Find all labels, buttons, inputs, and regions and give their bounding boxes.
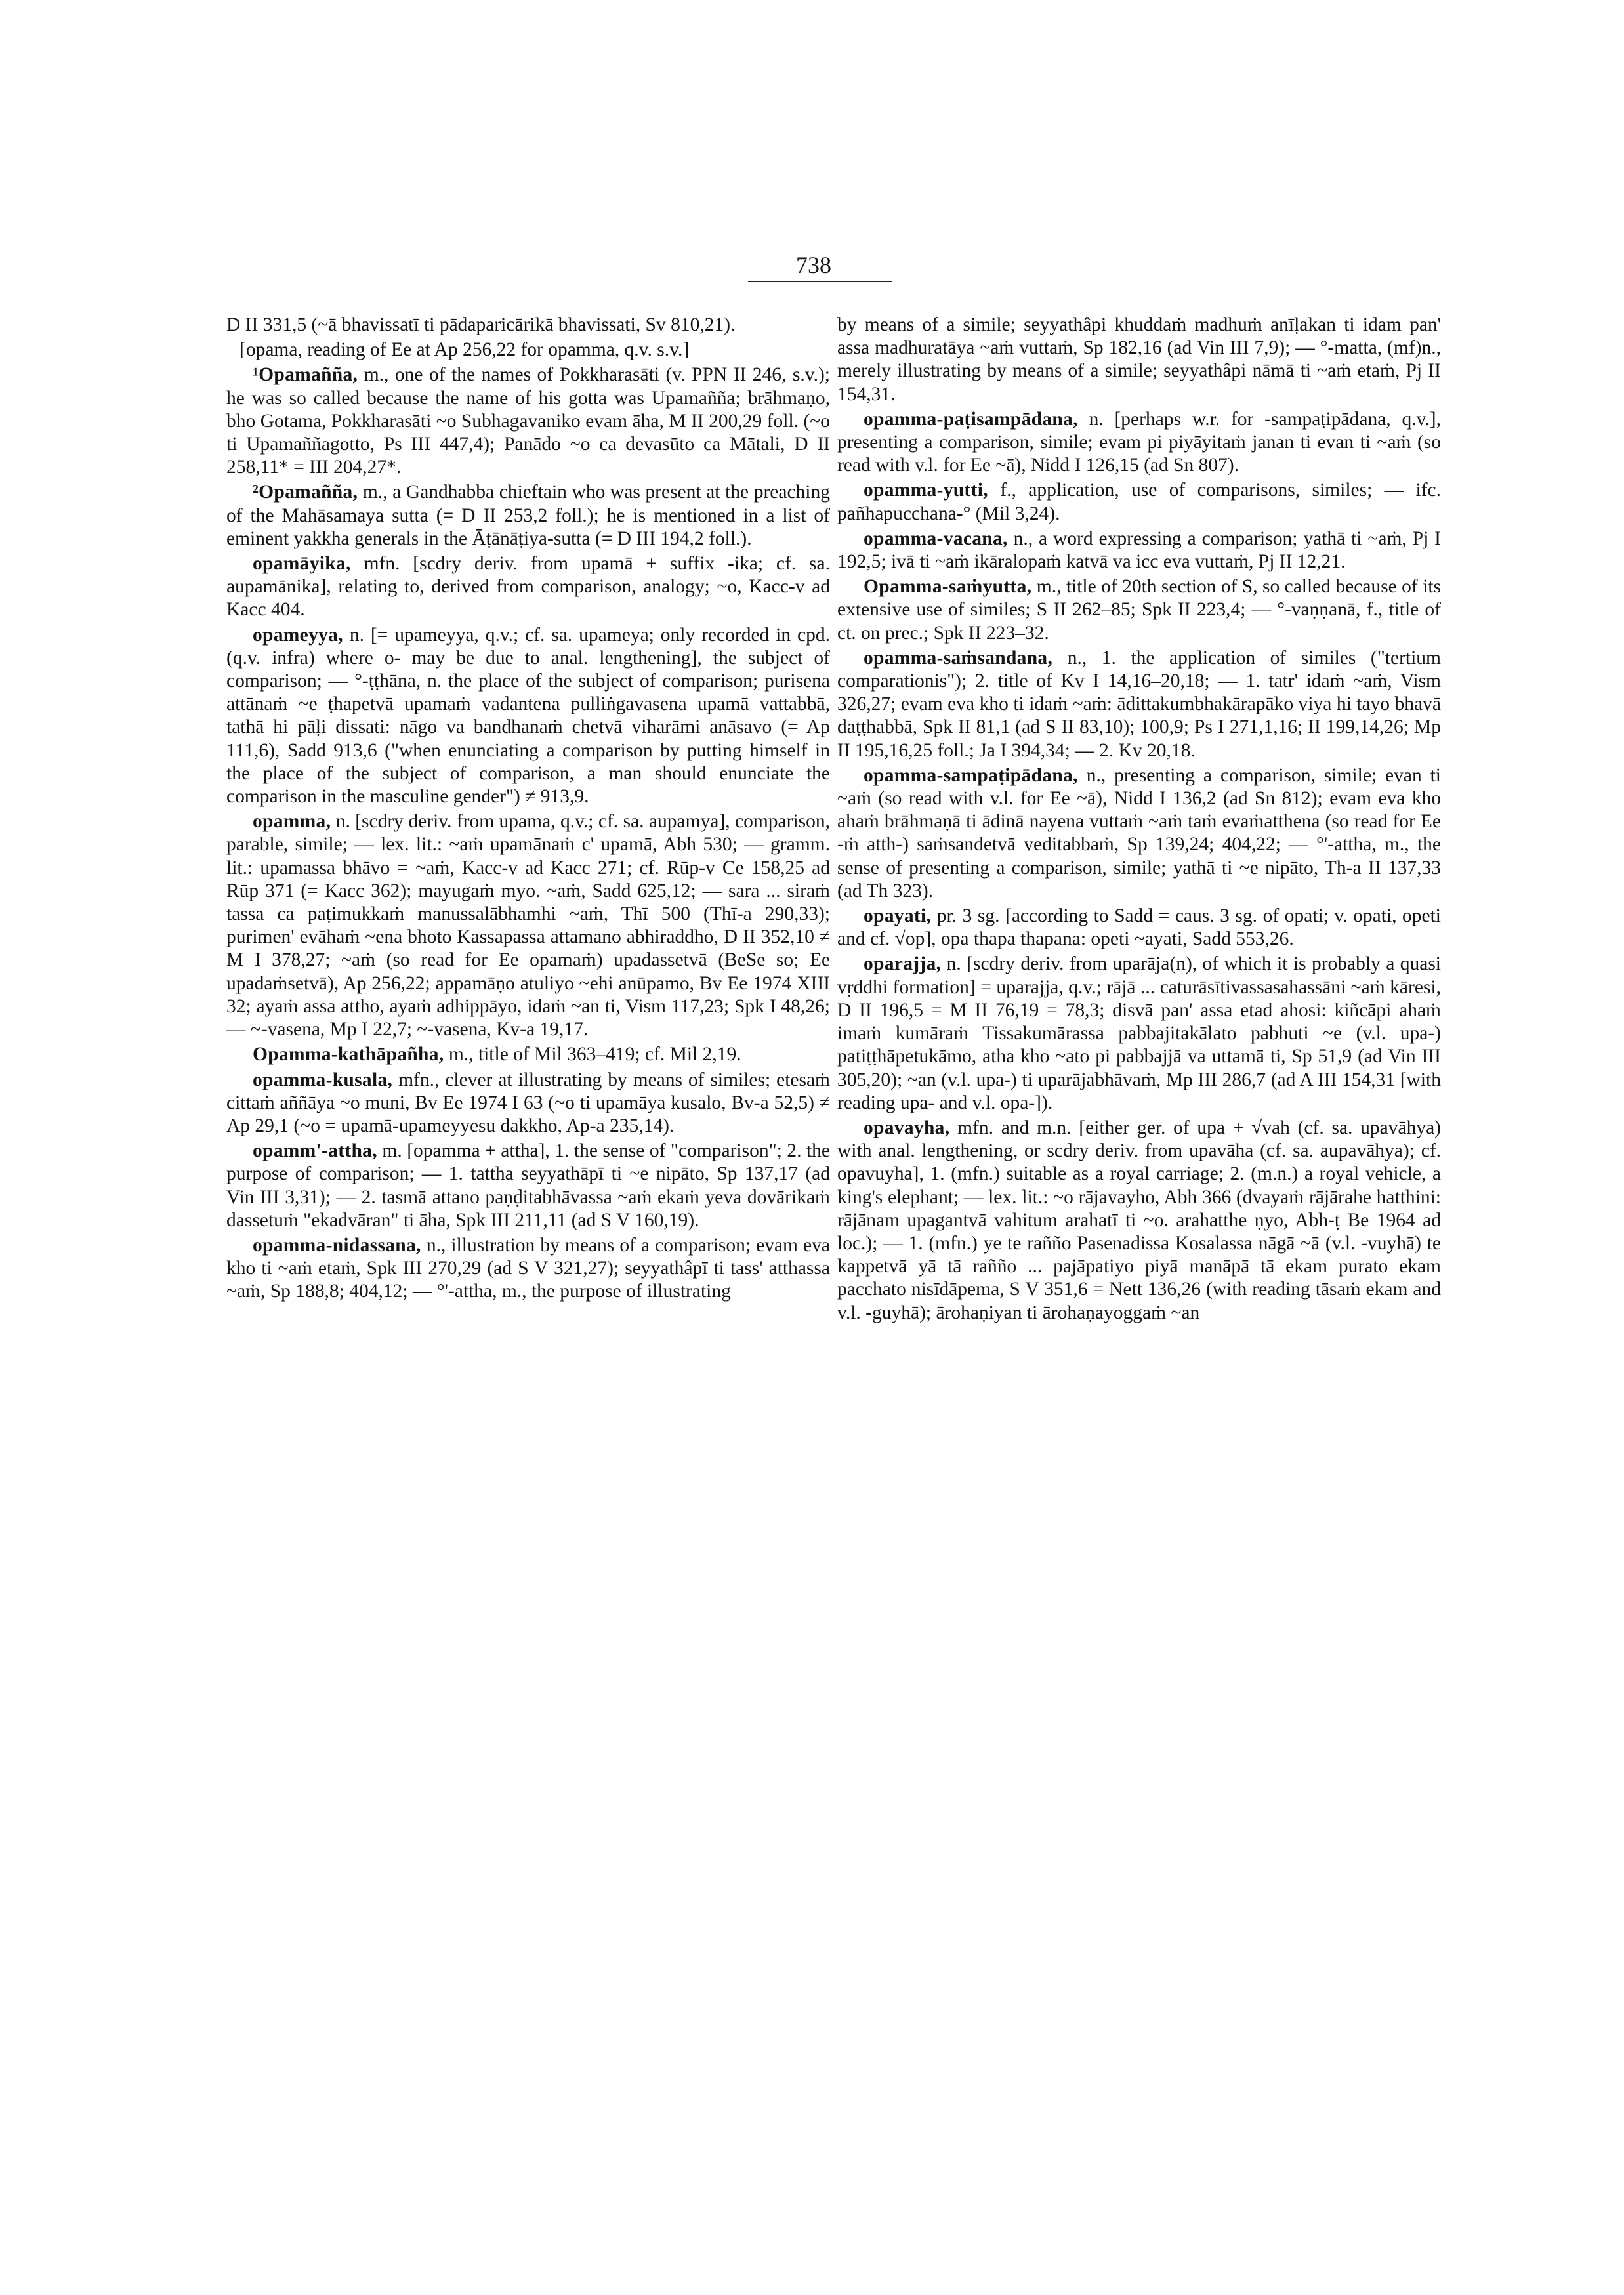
dictionary-entry <box>226 1140 830 1232</box>
entry-text: n., a word expressing a comparison; yathā ti ~aṁ, Pj I 192,5; ivā ti ~aṁ ikāralopaṁ katvā va icc eva vuttaṁ, Pj II 12,21. <box>837 527 1442 573</box>
header-rule <box>748 281 892 282</box>
entry-headword: ²Opamañña, <box>253 482 358 503</box>
dictionary-entry <box>226 363 830 479</box>
entry-headword: opamma-saṁsandana, <box>864 647 1053 669</box>
entry-text: n., illustration by means of a comparison; evam eva kho ti ~aṁ etaṁ, Spk III 270,29 (ad S V 321,27); seyyathâpī ti tass' atthassa ~aṁ, Sp 188,8; 404,12; — °'-attha, m., the purpose of illustrating <box>226 1234 830 1302</box>
entry-text: f., application, use of comparisons, similes; — ifc. pañhapucchana-° (Mil 3,24). <box>837 480 1442 524</box>
entry-text: n. [scdry deriv. from uparāja(n), of which it is probably a quasi vṛddhi formation] = uparajja, q.v.; rājā ... caturāsītivassasahassāni ~aṁ kāresi, D II 196,5 = M II 76,19 = 78,3; disvā pan' assa etad ahosi: kiñcāpi ahaṁ imaṁ kumāraṁ Tissakumārassa pabbajitakālato pabhuti ~e (v.l. upa-) patiṭṭhāpetukāmo, atha kho ~ato pi pabbajjā va uttamā ti, Sp 51,9 (ad Vin III 305,20); ~an (v.l. upa-) ti uparājabhāvaṁ, Mp III 286,7 (ad A III 154,31 [with reading upa- and v.l. opa-]). <box>837 953 1441 1113</box>
dictionary-entry <box>226 1069 830 1138</box>
entry-text: [opama, reading of Ee at Ap 256,22 for opamma, q.v. s.v.] <box>239 339 690 361</box>
entry-text: m., a Gandhabba chieftain who was present at the preaching of the Mahāsamaya sutta (= D II 253,2 foll.); he is mentioned in a list of eminent yakkha generals in the Āṭānāṭiya-sutta (= D III 194,2 foll.). <box>226 482 831 549</box>
dictionary-entry <box>837 953 1441 1114</box>
entry-headword: opameyya, <box>253 624 343 646</box>
dictionary-entry <box>837 575 1441 645</box>
entry-text: mfn. [scdry deriv. from upamā + suffix -ika; cf. sa. aupamānika], relating to, derived from comparison, analogy; ~o, Kacc-v ad Kacc 404. <box>226 553 830 621</box>
dictionary-entry <box>226 1234 830 1304</box>
entry-text: m., title of 20th section of S, so called because of its extensive use of similes; S II 262–85; Spk II 223,4; — °-vaṇṇanā, f., title of ct. on prec.; Spk II 223–32. <box>837 576 1441 644</box>
entry-headword: opamm'-attha, <box>253 1140 377 1162</box>
dictionary-entry <box>837 764 1441 903</box>
entry-headword: opayati, <box>864 905 932 927</box>
dictionary-entry <box>837 1117 1441 1325</box>
entry-headword: Opamma-kathāpañha, <box>253 1044 444 1065</box>
entry-text: D II 331,5 (~ā bhavissatī ti pādaparicārikā bhavissati, Sv 810,21). <box>226 314 736 335</box>
entry-headword: opamma-vacana, <box>864 527 1008 549</box>
dictionary-entry <box>226 314 830 337</box>
entry-text: mfn., clever at illustrating by means of similes; etesaṁ cittaṁ aññāya ~o muni, Bv Ee 1974 I 63 (~o ti upamāya kusalo, Bv-a 52,5) ≠ Ap 29,1 (~o = upamā-upameyyesu dakkho, Ap-a 235,14). <box>226 1069 831 1136</box>
dictionary-entry <box>837 647 1441 762</box>
entry-headword: opavayha, <box>864 1117 950 1138</box>
dictionary-entry <box>226 552 830 622</box>
dictionary-entry <box>837 905 1441 951</box>
entry-headword: opamma-paṭisampādana, <box>864 408 1078 430</box>
dictionary-entry <box>837 314 1441 406</box>
right-column <box>837 314 1441 1327</box>
page-number: 738 <box>796 252 831 278</box>
entry-headword: opamāyika, <box>253 553 351 575</box>
dictionary-entry <box>226 624 830 809</box>
entry-headword: opamma-yutti, <box>864 480 988 501</box>
entry-text: m. [opamma + attha], 1. the sense of "comparison"; 2. the purpose of comparison; — 1. tattha seyyathāpī ti ~e nipāto, Sp 137,17 (ad Vin III 3,31); — 2. tasmā attano paṇḍitabhāvassa ~aṁ ekaṁ yeva dovārikaṁ dassetuṁ "ekadvāran" ti āha, Spk III 211,11 (ad S V 160,19). <box>226 1140 830 1231</box>
entry-text: n. [perhaps w.r. for -sampaṭipādana, q.v.], presenting a comparison, simile; evam pi piyāyitaṁ janan ti evan ti ~aṁ (so read with v.l. for Ee ~ā), Nidd I 126,15 (ad Sn 807). <box>837 408 1441 476</box>
entry-text: m., one of the names of Pokkharasāti (v. PPN II 246, s.v.); he was so called because the name of his gotta was Upamañña; brāhmaṇo, bho Gotama, Pokkharasāti ~o Subhagavaniko evam āha, M II 200,29 foll. (~o ti Upamaññagotto, Ps III 447,4); Panādo ~o ca devasūto ca Mātali, D II 258,11* = III 204,27*. <box>226 364 831 478</box>
dictionary-entry <box>226 339 830 362</box>
dictionary-entry <box>226 481 830 550</box>
entry-text: n., presenting a comparison, simile; evan ti ~aṁ (so read with v.l. for Ee ~ā), Nidd I 136,2 (ad Sn 812); evam eva kho ahaṁ brāhmaṇā ti ādinā nayena vuttaṁ ~aṁ taṁ evaṁatthena (so read for Ee -ṁ atth-) saṁsandetvā veditabbaṁ, Sp 139,24; 404,22; — °'-attha, m., the sense of presenting a comparison, simile; yathā ti ~e nipāto, Th-a II 137,33 (ad Th 323). <box>837 764 1442 901</box>
entry-text: n. [scdry deriv. from upama, q.v.; cf. sa. aupamya], comparison, parable, simile; — lex. lit.: ~aṁ upamānaṁ c' upamā, Abh 530; — gramm. lit.: upamassa bhāvo = ~aṁ, Kacc-v ad Kacc 271; cf. Rūp-v Ce 158,25 ad Rūp 371 (= Kacc 362); mayugaṁ myo. ~aṁ, Sadd 625,12; — sara ... siraṁ tassa ca paṭimukkaṁ manussalābhamhi ~aṁ, Thī 500 (Thī-a 290,33); purimen' evāhaṁ ~ena bhoto Kassapassa attamano abhiraddho, D II 352,10 ≠ M I 378,27; ~aṁ (so read for Ee opamaṁ) upadassetvā (BeSe so; Ee upadaṁsetvā), Ap 256,22; appamāṇo atuliyo ~ehi anūpamo, Bv Ee 1974 XIII 32; ayaṁ assa attho, ayaṁ adhippāyo, idaṁ ~an ti, Vism 117,23; Spk I 48,26; — ~-vasena, Mp I 22,7; ~-vasena, Kv-a 19,17. <box>226 811 830 1041</box>
entry-headword: oparajja, <box>864 953 942 975</box>
dictionary-entry <box>837 527 1441 573</box>
entry-headword: opamma-sampaṭipādana, <box>864 764 1078 786</box>
dictionary-entry <box>226 810 830 1041</box>
entry-text: pr. 3 sg. [according to Sadd = caus. 3 sg. of opati; v. opati, opeti and cf. √op], opa thapa thapana: opeti ~ayati, Sadd 553,26. <box>837 905 1441 950</box>
entry-text: n., 1. the application of similes ("tertium comparationis"); 2. title of Kv I 14,16–20,18; — 1. tatr' idaṁ ~aṁ, Vism 326,27; evam eva kho ti idaṁ ~aṁ: ādittakumbhakārapāko viya hi tayo bhavā daṭṭhabbā, Spk II 81,1 (ad S II 83,10); 100,9; Ps I 271,1,16; II 199,14,26; Mp II 195,16,25 foll.; Ja I 394,34; — 2. Kv 20,18. <box>837 647 1441 761</box>
entry-headword: opamma-kusala, <box>253 1069 393 1090</box>
dictionary-entry <box>837 479 1441 525</box>
entry-text: mfn. and m.n. [either ger. of upa + √vah (cf. sa. upavāhya) with anal. lengthening, or scdry deriv. from upavāha (cf. sa. aupavāhya); cf. opavuyha], 1. (mfn.) suitable as a royal carriage; 2. (m.n.) a royal vehicle, a king's elephant; — lex. lit.: ~o rājavayho, Abh 366 (dvayaṁ rājārahe hatthini: rājānam upagantvā vahitum arahatī ti ~o. arahatthe ṇyo, Abh-ṭ Be 1964 ad loc.); — 1. (mfn.) ye te rañño Pasenadissa Kosalassa nāgā ~ā (v.l. -vuyhā) te kappetvā yā tā rañño ... pajāpatiyo piyā manāpā tā ekam purato ekam pacchato nisīdāpema, S V 351,6 = Nett 136,26 (with reading tāsaṁ ekam and v.l. -guyhā); ārohaṇiyan ti ārohaṇayoggaṁ ~an <box>837 1117 1441 1323</box>
dictionary-entry <box>226 1043 830 1066</box>
entry-text: n. [= upameyya, q.v.; cf. sa. upameya; only recorded in cpd. (q.v. infra) where o- may be due to anal. lengthening], the subject of comparison; — °-ṭṭhāna, n. the place of the subject of comparison; purisena attānaṁ ~e ṭhapetvā upamaṁ vadantena pulliṅgavasena upamā vattabbā, tathā hi pāḷi dissati: nāgo va bandhanaṁ chetvā viharāmi anāsavo (= Ap 111,6), Sadd 913,6 ("when enunciating a comparison by putting himself in the place of the subject of comparison, a man should enunciate the comparison in the masculine gender") ≠ 913,9. <box>226 624 831 808</box>
entry-text: m., title of Mil 363–419; cf. Mil 2,19. <box>448 1044 741 1065</box>
dictionary-entry <box>837 408 1441 478</box>
entry-headword: opamma-nidassana, <box>253 1234 421 1256</box>
entry-headword: opamma, <box>253 811 331 833</box>
left-column <box>226 314 830 1306</box>
entry-text: by means of a simile; seyyathâpi khuddaṁ madhuṁ anīḷakan ti idam pan' assa madhuratāya ~aṁ vuttaṁ, Sp 182,16 (ad Vin III 7,9); — °-matta, (mf)n., merely illustrating by means of a simile; seyyathâpi nāmā ti ~aṁ etaṁ, Pj II 154,31. <box>837 314 1441 405</box>
entry-headword: Opamma-saṁyutta, <box>864 576 1032 598</box>
entry-headword: ¹Opamañña, <box>253 364 358 386</box>
